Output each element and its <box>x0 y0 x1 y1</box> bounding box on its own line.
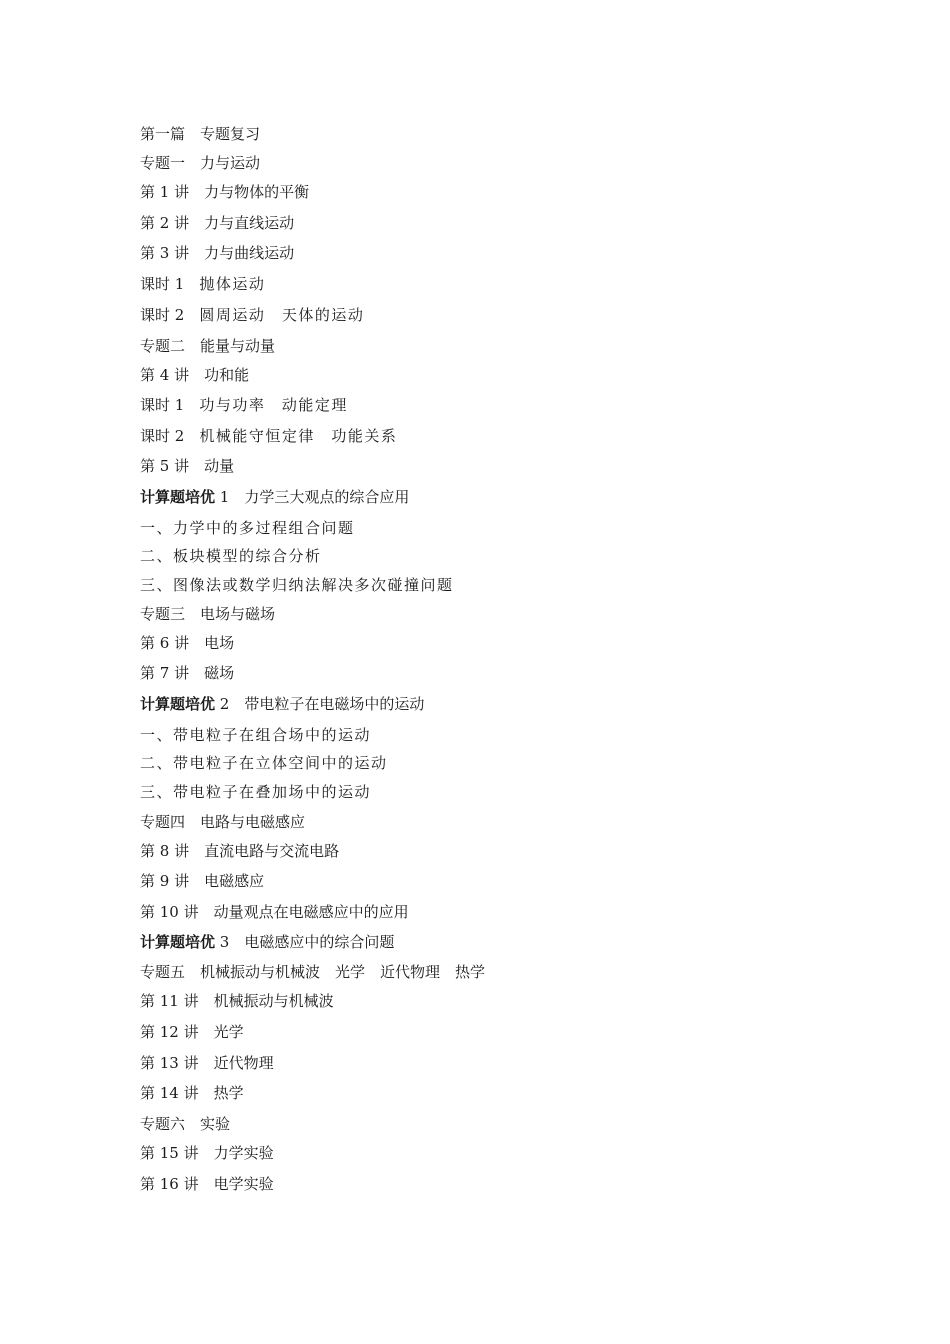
toc-calc-training-heading <box>140 932 394 952</box>
toc-title: 电学实验 <box>213 1175 274 1193</box>
toc-calc-training-heading <box>140 694 424 714</box>
toc-title: 动量 <box>204 457 235 475</box>
toc-label: 专题五 <box>140 963 186 981</box>
toc-label: 第 12 讲 <box>140 1023 199 1041</box>
toc-title: 光学 <box>213 1023 244 1041</box>
toc-topic-heading <box>140 812 305 832</box>
toc-lecture-item <box>140 1083 244 1103</box>
toc-label: 课时 1 <box>140 396 185 414</box>
toc-topic-heading <box>140 962 485 982</box>
toc-lecture-item <box>140 841 339 861</box>
toc-calc-training-heading <box>140 487 409 507</box>
toc-label-number: 3 <box>219 933 230 951</box>
toc-subsection: 一、带电粒子在组合场中的运动 <box>140 726 372 744</box>
toc-label: 第 10 讲 <box>140 903 199 921</box>
toc-title: 专题复习 <box>200 125 261 143</box>
toc-lesson-item <box>140 426 397 446</box>
toc-lesson-item <box>140 395 348 415</box>
toc-title: 力与曲线运动 <box>204 244 295 262</box>
toc-label: 第 7 讲 <box>140 664 190 682</box>
toc-label-number: 1 <box>219 488 230 506</box>
toc-label-bold: 计算题培优 <box>140 695 216 713</box>
toc-lecture-item <box>140 365 249 385</box>
toc-lesson-item <box>140 274 265 294</box>
toc-title: 机械振动与机械波 <box>213 992 334 1010</box>
toc-label: 课时 2 <box>140 306 185 324</box>
toc-lecture-item <box>140 1143 274 1163</box>
toc-label: 专题一 <box>140 154 186 172</box>
toc-part-heading <box>140 124 260 144</box>
toc-title: 直流电路与交流电路 <box>204 842 340 860</box>
toc-topic-heading <box>140 1114 230 1134</box>
toc-title: 带电粒子在电磁场中的运动 <box>244 695 425 713</box>
toc-label: 第 1 讲 <box>140 183 190 201</box>
toc-lesson-item <box>140 305 364 325</box>
toc-title: 实验 <box>200 1115 231 1133</box>
toc-label: 第 5 讲 <box>140 457 190 475</box>
toc-label: 第 4 讲 <box>140 366 190 384</box>
toc-lecture-item <box>140 213 294 233</box>
toc-label: 第 14 讲 <box>140 1084 199 1102</box>
toc-lecture-item <box>140 243 294 263</box>
toc-lecture-item <box>140 1174 274 1194</box>
toc-title: 热学 <box>213 1084 244 1102</box>
toc-subsection: 一、力学中的多过程组合问题 <box>140 519 355 537</box>
toc-lecture-item <box>140 991 334 1011</box>
toc-title: 近代物理 <box>213 1054 274 1072</box>
toc-title: 能量与动量 <box>200 337 276 355</box>
toc-label: 第 6 讲 <box>140 634 190 652</box>
toc-label: 专题六 <box>140 1115 186 1133</box>
toc-title: 力与运动 <box>200 154 261 172</box>
toc-lecture-item <box>140 456 234 476</box>
toc-title: 功和能 <box>204 366 250 384</box>
toc-subsection: 三、带电粒子在叠加场中的运动 <box>140 783 372 801</box>
toc-title: 力学三大观点的综合应用 <box>244 488 410 506</box>
toc-label: 第 2 讲 <box>140 214 190 232</box>
toc-subsection: 二、板块模型的综合分析 <box>140 547 322 565</box>
toc-title: 圆周运动 天体的运动 <box>199 306 365 324</box>
toc-title: 机械振动与机械波 光学 近代物理 热学 <box>200 963 486 981</box>
toc-title: 机械能守恒定律 功能关系 <box>199 427 398 445</box>
toc-lecture-item <box>140 1022 244 1042</box>
toc-label: 第 9 讲 <box>140 872 190 890</box>
toc-label: 第 8 讲 <box>140 842 190 860</box>
toc-topic-heading <box>140 336 275 356</box>
toc-label: 专题三 <box>140 605 186 623</box>
toc-lecture-item <box>140 1053 274 1073</box>
toc-lecture-item <box>140 633 234 653</box>
toc-label: 专题二 <box>140 337 186 355</box>
toc-title: 电场与磁场 <box>200 605 276 623</box>
toc-title: 动量观点在电磁感应中的应用 <box>213 903 409 921</box>
toc-lecture-item <box>140 871 264 891</box>
table-of-contents <box>140 0 840 1344</box>
toc-lecture-item <box>140 663 234 683</box>
toc-title: 力与直线运动 <box>204 214 295 232</box>
toc-title: 功与功率 动能定理 <box>199 396 348 414</box>
toc-title: 力与物体的平衡 <box>204 183 310 201</box>
toc-topic-heading <box>140 153 260 173</box>
toc-label: 课时 1 <box>140 275 185 293</box>
toc-label: 第一篇 <box>140 125 186 143</box>
toc-label-bold: 计算题培优 <box>140 488 216 506</box>
toc-label: 第 3 讲 <box>140 244 190 262</box>
toc-lecture-item <box>140 182 309 202</box>
toc-title: 力学实验 <box>213 1144 274 1162</box>
toc-title: 电磁感应 <box>204 872 265 890</box>
toc-title: 电路与电磁感应 <box>200 813 306 831</box>
toc-label-number: 2 <box>219 695 230 713</box>
toc-title: 电场 <box>204 634 235 652</box>
toc-title: 电磁感应中的综合问题 <box>244 933 395 951</box>
toc-subsection: 三、图像法或数学归纳法解决多次碰撞问题 <box>140 576 454 594</box>
toc-title: 抛体运动 <box>199 275 266 293</box>
toc-label: 专题四 <box>140 813 186 831</box>
toc-lecture-item <box>140 902 409 922</box>
toc-label: 第 11 讲 <box>140 992 199 1010</box>
toc-label: 课时 2 <box>140 427 185 445</box>
toc-label: 第 13 讲 <box>140 1054 199 1072</box>
toc-label-bold: 计算题培优 <box>140 933 216 951</box>
toc-label: 第 15 讲 <box>140 1144 199 1162</box>
toc-label: 第 16 讲 <box>140 1175 199 1193</box>
toc-topic-heading <box>140 604 275 624</box>
toc-subsection: 二、带电粒子在立体空间中的运动 <box>140 754 388 772</box>
toc-title: 磁场 <box>204 664 235 682</box>
